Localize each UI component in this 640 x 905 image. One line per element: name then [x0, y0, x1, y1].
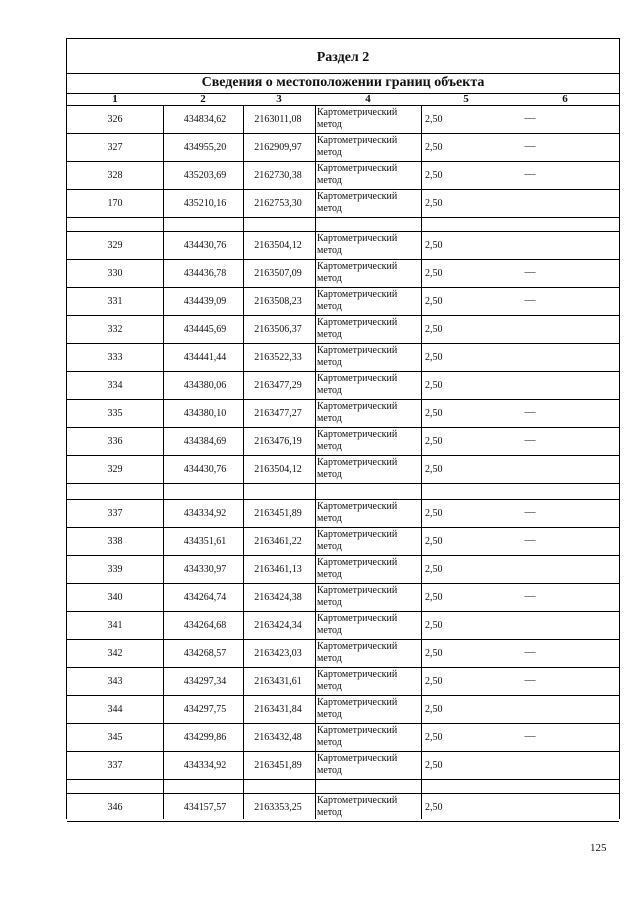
method-cell: Картометрический метод: [317, 557, 398, 580]
x-coordinate-cell: 434334,92: [183, 760, 227, 771]
method-cell: Картометрический метод: [317, 233, 398, 256]
column-header-3: 3: [276, 93, 282, 105]
method-cell: Картометрический метод: [317, 641, 398, 664]
point-number-cell: 335: [107, 408, 123, 419]
x-coordinate-cell: 434299,86: [183, 732, 227, 743]
point-number-cell: 329: [107, 240, 123, 251]
y-coordinate-cell: 2163011,08: [254, 114, 302, 125]
x-coordinate-cell: 434430,76: [183, 464, 227, 475]
point-number-cell: 329: [107, 464, 123, 475]
y-coordinate-cell: 2163522,33: [254, 352, 302, 363]
method-cell: Картометрический метод: [317, 163, 398, 186]
accuracy-cell: 2,50: [425, 170, 443, 181]
x-coordinate-cell: 434157,57: [183, 802, 227, 813]
table-row: [67, 794, 619, 822]
table-row: [67, 260, 619, 288]
accuracy-cell: 2,50: [425, 296, 443, 307]
y-coordinate-cell: 2163431,84: [254, 704, 302, 715]
point-number-cell: 332: [107, 324, 123, 335]
point-number-cell: 345: [107, 732, 123, 743]
method-cell: Картометрический метод: [317, 795, 398, 818]
y-coordinate-cell: 2163353,25: [254, 802, 302, 813]
method-cell: Картометрический метод: [317, 373, 398, 396]
accuracy-cell: 2,50: [425, 536, 443, 547]
accuracy-cell: 2,50: [425, 620, 443, 631]
method-cell: Картометрический метод: [317, 345, 398, 368]
point-number-cell: 334: [107, 380, 123, 391]
x-coordinate-cell: 434955,20: [183, 142, 227, 153]
y-coordinate-cell: 2163461,22: [254, 536, 302, 547]
method-cell: Картометрический метод: [317, 317, 398, 340]
x-coordinate-cell: 434380,10: [183, 408, 227, 419]
table-row: [67, 668, 619, 696]
y-coordinate-cell: 2163506,37: [254, 324, 302, 335]
x-coordinate-cell: 434297,75: [183, 704, 227, 715]
point-number-cell: 328: [107, 170, 123, 181]
accuracy-cell: 2,50: [425, 268, 443, 279]
note-cell: —: [524, 534, 536, 546]
x-coordinate-cell: 434439,09: [183, 296, 227, 307]
table-spacer-row: [67, 218, 619, 232]
method-cell: Картометрический метод: [317, 401, 398, 424]
point-number-cell: 330: [107, 268, 123, 279]
note-cell: —: [524, 646, 536, 658]
point-number-cell: 346: [107, 802, 123, 813]
method-cell: Картометрический метод: [317, 697, 398, 720]
x-coordinate-cell: 434380,06: [183, 380, 227, 391]
column-header-4: 4: [365, 93, 371, 105]
method-cell: Картометрический метод: [317, 529, 398, 552]
x-coordinate-cell: 434297,34: [183, 676, 227, 687]
point-number-cell: 342: [107, 648, 123, 659]
table-row: [67, 288, 619, 316]
table-row: [67, 640, 619, 668]
section-subtitle: Сведения о местоположении границ объекта: [67, 74, 619, 94]
y-coordinate-cell: 2162730,38: [254, 170, 302, 181]
y-coordinate-cell: 2163504,12: [254, 464, 302, 475]
point-number-cell: 340: [107, 592, 123, 603]
column-divider: [163, 105, 164, 819]
y-coordinate-cell: 2163423,03: [254, 648, 302, 659]
point-number-cell: 337: [107, 760, 123, 771]
y-coordinate-cell: 2163504,12: [254, 240, 302, 251]
method-cell: Картометрический метод: [317, 585, 398, 608]
table-row: [67, 528, 619, 556]
table-row: [67, 428, 619, 456]
y-coordinate-cell: 2163477,27: [254, 408, 302, 419]
column-header-6: 6: [562, 93, 568, 105]
x-coordinate-cell: 434445,69: [183, 324, 227, 335]
accuracy-cell: 2,50: [425, 142, 443, 153]
note-cell: —: [524, 140, 536, 152]
accuracy-cell: 2,50: [425, 464, 443, 475]
point-number-cell: 338: [107, 536, 123, 547]
point-number-cell: 331: [107, 296, 123, 307]
x-coordinate-cell: 434351,61: [183, 536, 227, 547]
point-number-cell: 341: [107, 620, 123, 631]
x-coordinate-cell: 434264,74: [183, 592, 227, 603]
note-cell: —: [524, 406, 536, 418]
y-coordinate-cell: 2163507,09: [254, 268, 302, 279]
note-cell: —: [524, 168, 536, 180]
y-coordinate-cell: 2163431,61: [254, 676, 302, 687]
table-row: [67, 372, 619, 400]
table-row: [67, 456, 619, 484]
y-coordinate-cell: 2163432,48: [254, 732, 302, 743]
column-header-1: 1: [112, 93, 118, 105]
accuracy-cell: 2,50: [425, 114, 443, 125]
y-coordinate-cell: 2163424,34: [254, 620, 302, 631]
y-coordinate-cell: 2163424,38: [254, 592, 302, 603]
x-coordinate-cell: 434834,62: [183, 114, 227, 125]
table-spacer-row: [67, 484, 619, 500]
method-cell: Картометрический метод: [317, 753, 398, 776]
coordinates-table: [66, 38, 620, 819]
y-coordinate-cell: 2163461,13: [254, 564, 302, 575]
note-cell: —: [524, 112, 536, 124]
accuracy-cell: 2,50: [425, 352, 443, 363]
table-row: [67, 584, 619, 612]
method-cell: Картометрический метод: [317, 669, 398, 692]
method-cell: Картометрический метод: [317, 501, 398, 524]
y-coordinate-cell: 2163508,23: [254, 296, 302, 307]
y-coordinate-cell: 2163477,29: [254, 380, 302, 391]
y-coordinate-cell: 2162909,97: [254, 142, 302, 153]
method-cell: Картометрический метод: [317, 289, 398, 312]
table-row: [67, 162, 619, 190]
accuracy-cell: 2,50: [425, 198, 443, 209]
section-title: Раздел 2: [67, 39, 619, 74]
note-cell: —: [524, 730, 536, 742]
table-row: [67, 500, 619, 528]
table-row: [67, 752, 619, 780]
method-cell: Картометрический метод: [317, 191, 398, 214]
method-cell: Картометрический метод: [317, 261, 398, 284]
table-row: [67, 400, 619, 428]
table-row: [67, 106, 619, 134]
x-coordinate-cell: 434264,68: [183, 620, 227, 631]
method-cell: Картометрический метод: [317, 725, 398, 748]
accuracy-cell: 2,50: [425, 676, 443, 687]
point-number-cell: 337: [107, 508, 123, 519]
accuracy-cell: 2,50: [425, 324, 443, 335]
note-cell: —: [524, 674, 536, 686]
accuracy-cell: 2,50: [425, 564, 443, 575]
table-row: [67, 724, 619, 752]
point-number-cell: 170: [107, 198, 123, 209]
x-coordinate-cell: 434334,92: [183, 508, 227, 519]
note-cell: —: [524, 266, 536, 278]
x-coordinate-cell: 435203,69: [183, 170, 227, 181]
table-row: [67, 316, 619, 344]
x-coordinate-cell: 434441,44: [183, 352, 227, 363]
table-spacer-row: [67, 780, 619, 794]
x-coordinate-cell: 434268,57: [183, 648, 227, 659]
page-number: 125: [590, 842, 607, 854]
column-divider: [421, 105, 422, 819]
point-number-cell: 326: [107, 114, 123, 125]
note-cell: —: [524, 506, 536, 518]
column-divider: [243, 105, 244, 819]
y-coordinate-cell: 2163476,19: [254, 436, 302, 447]
x-coordinate-cell: 434330,97: [183, 564, 227, 575]
x-coordinate-cell: 434384,69: [183, 436, 227, 447]
note-cell: —: [524, 434, 536, 446]
note-cell: —: [524, 294, 536, 306]
table-row: [67, 696, 619, 724]
note-cell: —: [524, 590, 536, 602]
accuracy-cell: 2,50: [425, 802, 443, 813]
method-cell: Картометрический метод: [317, 135, 398, 158]
accuracy-cell: 2,50: [425, 704, 443, 715]
table-row: [67, 612, 619, 640]
table-row: [67, 556, 619, 584]
accuracy-cell: 2,50: [425, 380, 443, 391]
y-coordinate-cell: 2163451,89: [254, 760, 302, 771]
accuracy-cell: 2,50: [425, 648, 443, 659]
column-numbers-row: [67, 94, 619, 106]
column-header-5: 5: [463, 93, 469, 105]
point-number-cell: 344: [107, 704, 123, 715]
point-number-cell: 333: [107, 352, 123, 363]
accuracy-cell: 2,50: [425, 732, 443, 743]
table-row: [67, 232, 619, 260]
y-coordinate-cell: 2163451,89: [254, 508, 302, 519]
accuracy-cell: 2,50: [425, 592, 443, 603]
column-divider: [315, 105, 316, 819]
accuracy-cell: 2,50: [425, 508, 443, 519]
table-row: [67, 190, 619, 218]
point-number-cell: 327: [107, 142, 123, 153]
accuracy-cell: 2,50: [425, 240, 443, 251]
accuracy-cell: 2,50: [425, 760, 443, 771]
point-number-cell: 339: [107, 564, 123, 575]
x-coordinate-cell: 435210,16: [183, 198, 227, 209]
point-number-cell: 336: [107, 436, 123, 447]
method-cell: Картометрический метод: [317, 107, 398, 130]
x-coordinate-cell: 434430,76: [183, 240, 227, 251]
method-cell: Картометрический метод: [317, 429, 398, 452]
method-cell: Картометрический метод: [317, 613, 398, 636]
point-number-cell: 343: [107, 676, 123, 687]
x-coordinate-cell: 434436,78: [183, 268, 227, 279]
method-cell: Картометрический метод: [317, 457, 398, 480]
column-header-2: 2: [200, 93, 206, 105]
table-row: [67, 134, 619, 162]
accuracy-cell: 2,50: [425, 408, 443, 419]
accuracy-cell: 2,50: [425, 436, 443, 447]
y-coordinate-cell: 2162753,30: [254, 198, 302, 209]
table-row: [67, 344, 619, 372]
